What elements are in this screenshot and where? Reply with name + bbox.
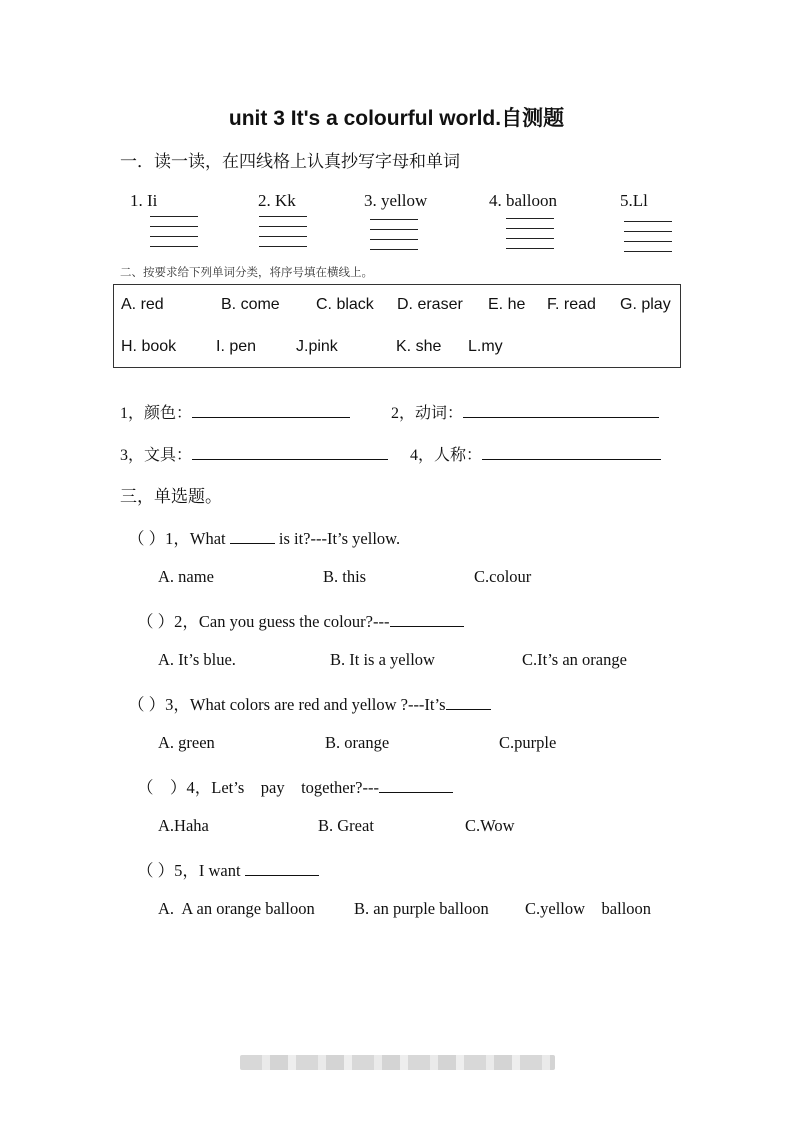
q2-option-b: B. It is a yellow — [330, 650, 435, 669]
section3-heading: 三，单选题。 — [120, 487, 222, 506]
question-2-stem: （ ）2，Can you guess the colour?--- — [137, 612, 390, 631]
question-4-blank[interactable] — [379, 778, 453, 793]
word-bank — [113, 284, 681, 368]
word-d: D. eraser — [397, 296, 463, 313]
category-colour-blank[interactable] — [192, 403, 350, 418]
category-stationery-label: 3，文具： — [120, 447, 193, 464]
question-1-blank[interactable] — [230, 529, 275, 544]
category-pronoun-blank[interactable] — [482, 445, 661, 460]
category-verb-blank[interactable] — [463, 403, 659, 418]
q1-option-c: C.colour — [474, 567, 532, 586]
word-e: E. he — [488, 296, 526, 313]
question-1-stem-end: is it?---It’s yellow. — [278, 529, 401, 548]
q3-option-b: B. orange — [325, 733, 390, 752]
word-a: A. red — [121, 296, 164, 313]
question-2 — [137, 608, 464, 632]
word-g: G. play — [620, 296, 671, 313]
word-i: I. pen — [216, 338, 257, 355]
copy-item-4: 4. balloon — [489, 191, 557, 210]
q3-option-c: C.purple — [499, 733, 557, 752]
q2-option-a: A. It’s blue. — [158, 650, 236, 669]
writing-grid-4[interactable] — [506, 218, 554, 250]
word-l: L.my — [468, 338, 503, 355]
category-pronoun-label: 4，人称： — [410, 447, 483, 464]
q1-option-b: B. this — [323, 567, 367, 586]
category-colour-label: 1，颜色： — [120, 405, 193, 422]
writing-grid-2[interactable] — [259, 216, 307, 248]
question-1-stem: （ ）1，What — [128, 529, 226, 548]
q1-option-a: A. name — [158, 567, 214, 586]
word-k: K. she — [396, 338, 442, 355]
q3-option-a: A. green — [158, 733, 215, 752]
section2-heading: 二、按要求给下列单词分类，将序号填在横线上。 — [120, 267, 373, 279]
category-stationery — [120, 442, 388, 465]
question-3 — [128, 691, 491, 715]
word-c: C. black — [316, 296, 374, 313]
copy-item-3: 3. yellow — [364, 191, 428, 210]
writing-grid-5[interactable] — [624, 221, 672, 253]
copy-item-5: 5.Ll — [620, 191, 648, 210]
q5-option-c: C.yellow balloon — [525, 899, 652, 918]
question-4-stem: （ ）4，Let’s pay together?--- — [137, 778, 379, 797]
word-j: J.pink — [296, 338, 338, 355]
writing-grid-3[interactable] — [370, 219, 418, 251]
q5-option-a: A. A an orange balloon — [158, 899, 315, 918]
q4-option-a: A.Haha — [158, 816, 209, 835]
question-4 — [137, 774, 453, 798]
category-stationery-blank[interactable] — [192, 445, 388, 460]
category-colour — [120, 400, 350, 423]
word-b: B. come — [221, 296, 280, 313]
page-title: unit 3 It's a colourful world.自测题 — [228, 107, 565, 130]
copy-item-2: 2. Kk — [258, 191, 296, 210]
word-f: F. read — [547, 296, 596, 313]
section1-heading: 一．读一读，在四线格上认真抄写字母和单词 — [120, 152, 460, 171]
q4-option-b: B. Great — [318, 816, 374, 835]
category-pronoun — [410, 442, 661, 465]
copy-item-1: 1. Ii — [130, 191, 158, 210]
category-verb-label: 2，动词： — [391, 405, 464, 422]
question-2-blank[interactable] — [390, 612, 464, 627]
question-5-stem: （ ）5，I want — [137, 861, 241, 880]
q2-option-c: C.It’s an orange — [522, 650, 627, 669]
question-1 — [128, 525, 400, 549]
question-3-blank[interactable] — [446, 695, 491, 710]
category-verb — [391, 400, 659, 423]
question-5-blank[interactable] — [245, 861, 319, 876]
writing-grid-1[interactable] — [150, 216, 198, 248]
question-3-stem: （ ）3，What colors are red and yellow ?---It’s — [128, 695, 446, 714]
footer-watermark — [240, 1055, 555, 1070]
q4-option-c: C.Wow — [465, 816, 515, 835]
question-5 — [137, 857, 319, 881]
word-h: H. book — [121, 338, 177, 355]
q5-option-b: B. an purple balloon — [354, 899, 489, 918]
